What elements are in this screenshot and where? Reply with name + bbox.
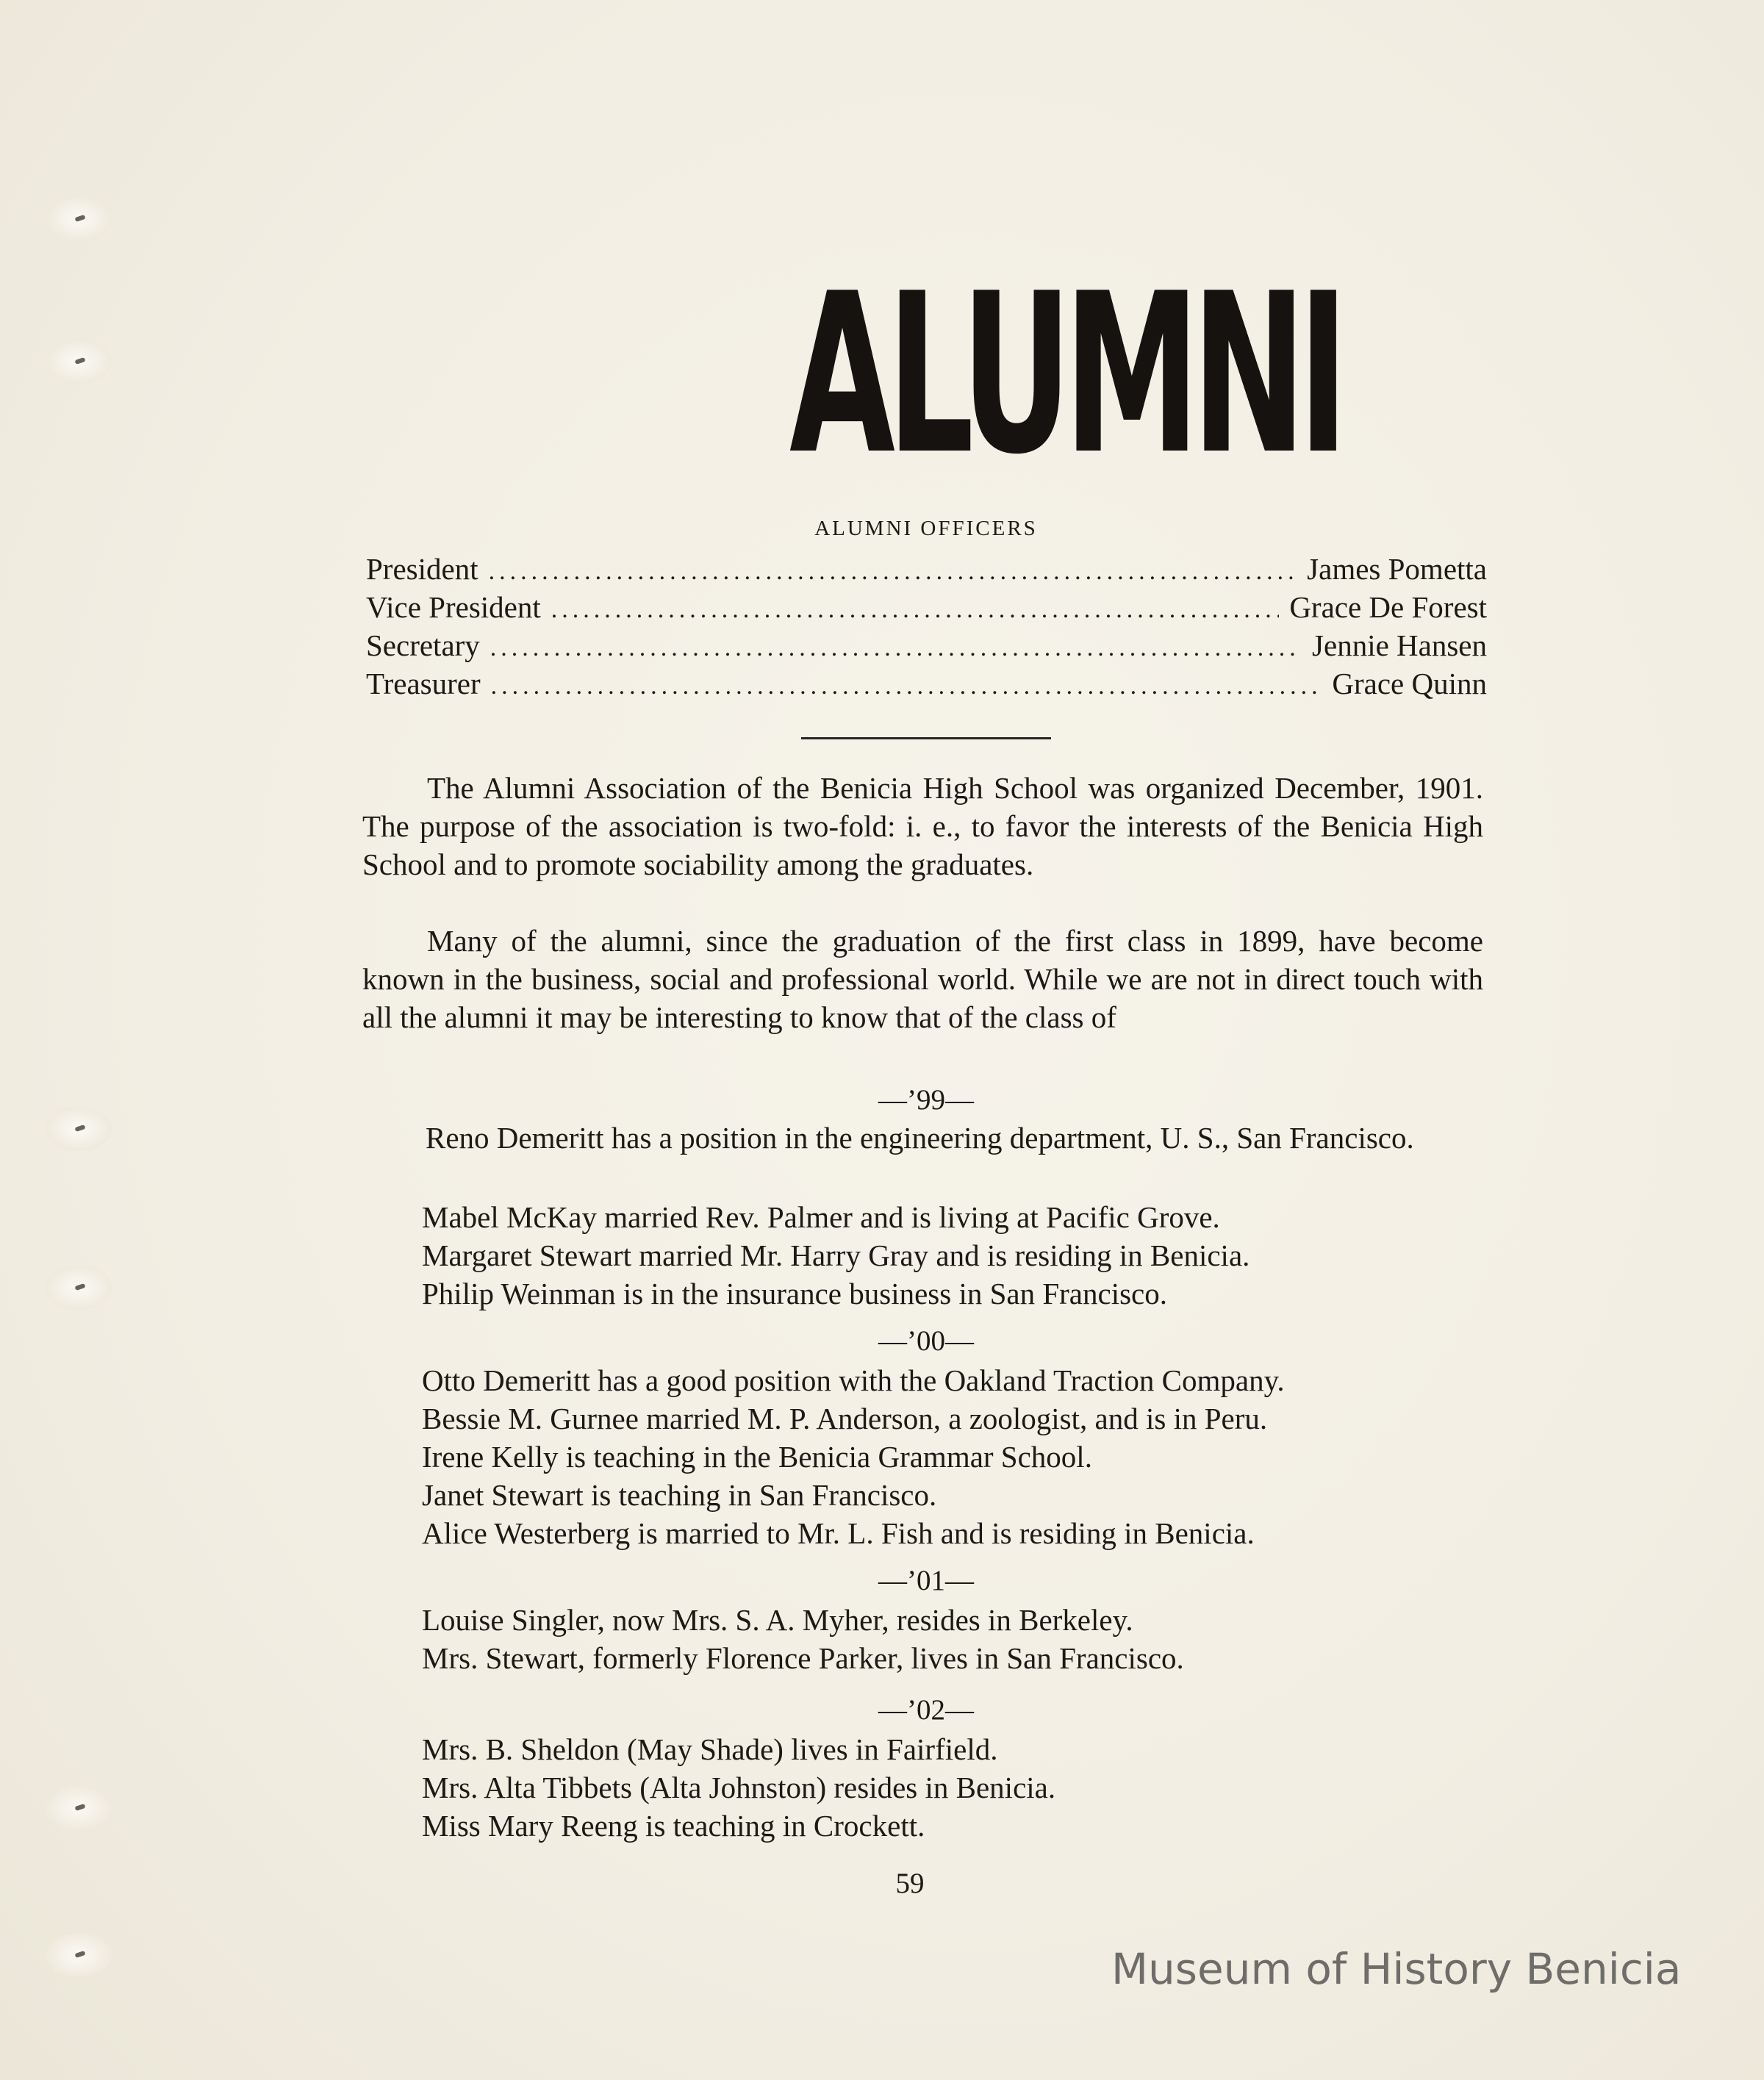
class-heading-99: —’99— xyxy=(878,1084,974,1116)
page-number: 59 xyxy=(895,1868,925,1899)
officer-name: Grace De Forest xyxy=(1289,590,1487,624)
museum-watermark: Museum of History Benicia xyxy=(1111,1944,1682,1994)
binding-hole xyxy=(46,1786,112,1830)
binding-hole xyxy=(46,197,112,241)
officer-row-treasurer xyxy=(366,664,1487,703)
officer-role: President xyxy=(366,552,478,586)
class-heading-01: —’01— xyxy=(878,1565,974,1596)
alumni-entry: Otto Demeritt has a good position with the Oakland Traction Company. xyxy=(422,1363,1285,1397)
officer-row-president xyxy=(366,550,1487,588)
officer-role: Vice President xyxy=(366,590,541,624)
alumni-entry: Mabel McKay married Rev. Palmer and is living at Pacific Grove. xyxy=(422,1200,1220,1234)
leader-dots xyxy=(489,553,1297,591)
officer-row-secretary xyxy=(366,626,1487,664)
binding-hole xyxy=(46,1266,112,1310)
page-title: ALUMNI xyxy=(789,246,1341,503)
alumni-entry: Mrs. B. Sheldon (May Shade) lives in Fairfield. xyxy=(422,1732,998,1766)
alumni-entry: Mrs. Alta Tibbets (Alta Johnston) resides in Benicia. xyxy=(422,1771,1056,1804)
officer-role: Treasurer xyxy=(366,667,481,700)
officer-name: Jennie Hansen xyxy=(1312,628,1487,662)
leader-dots xyxy=(490,629,1302,667)
officer-name: James Pometta xyxy=(1307,552,1487,586)
binding-hole xyxy=(46,340,112,384)
alumni-entry: Janet Stewart is teaching in San Francisco. xyxy=(422,1478,937,1512)
officers-heading: ALUMNI OFFICERS xyxy=(814,517,1038,540)
alumni-entry: Philip Weinman is in the insurance business in San Francisco. xyxy=(422,1277,1167,1310)
intro-paragraph: The Alumni Association of the Benicia High School was organized December, 1901. The purpose of the association is two-fold: i. e., to favor the interests of the Benicia High School and to promote sociability among the graduates. xyxy=(362,771,1483,881)
officer-name: Grace Quinn xyxy=(1332,667,1487,700)
leader-dots xyxy=(551,591,1280,629)
section-divider xyxy=(801,737,1051,739)
officer-role: Secretary xyxy=(366,628,480,662)
binding-hole xyxy=(46,1933,112,1977)
alumni-entry: Alice Westerberg is married to Mr. L. Fish and is residing in Benicia. xyxy=(422,1516,1255,1550)
alumni-entry: Mrs. Stewart, formerly Florence Parker, lives in San Francisco. xyxy=(422,1641,1184,1675)
alumni-entry: Reno Demeritt has a position in the engineering department, U. S., San Francisco. xyxy=(426,1121,1414,1155)
alumni-entry: Louise Singler, now Mrs. S. A. Myher, resides in Berkeley. xyxy=(422,1603,1133,1637)
officer-row-vice-president xyxy=(366,588,1487,626)
class-heading-00: —’00— xyxy=(878,1325,974,1357)
class-heading-02: —’02— xyxy=(878,1694,974,1726)
alumni-entry: Irene Kelly is teaching in the Benicia Grammar School. xyxy=(422,1440,1092,1474)
leader-dots xyxy=(491,667,1322,706)
alumni-entry: Bessie M. Gurnee married M. P. Anderson, a zoologist, and is in Peru. xyxy=(422,1402,1268,1435)
alumni-entry: Miss Mary Reeng is teaching in Crockett. xyxy=(422,1809,925,1843)
alumni-paragraph: Many of the alumni, since the graduation of the first class in 1899, have become known in the business, social and professional world. While we are not in direct touch with all the alumni it may be interesting to know that of the class of xyxy=(362,924,1483,1034)
alumni-entry: Margaret Stewart married Mr. Harry Gray and is residing in Benicia. xyxy=(422,1238,1250,1272)
